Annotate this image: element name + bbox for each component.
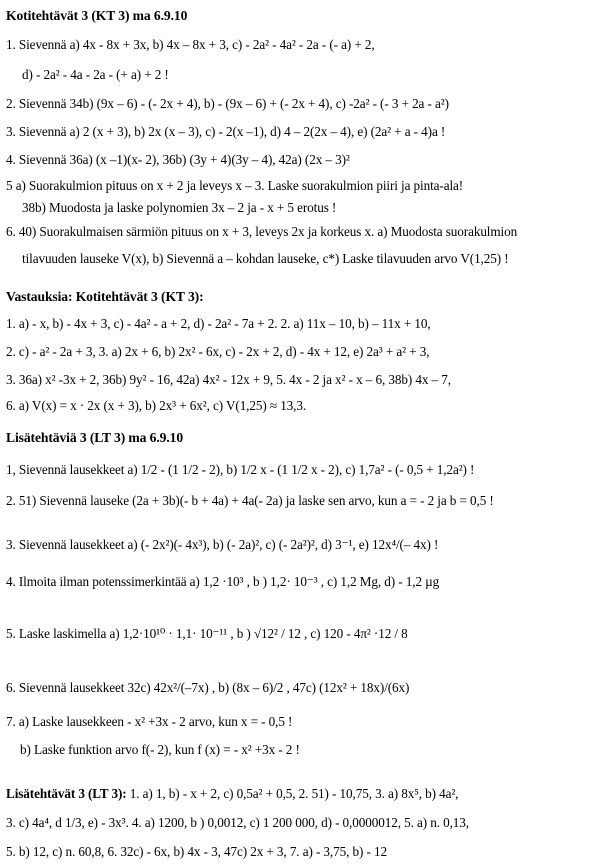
exercise-line: 3. Sievennä a) 2 (x + 3), b) 2x (x – 3), c) - 2(x –1), d) 4 – 2(2x – 4), e) (2a² + a - 4)a !	[6, 124, 446, 139]
exercise-line: 5. Laske laskimella a) 1,2·10¹⁰ · 1,1· 10⁻¹¹ , b ) √12² / 12 , c) 120 - 4π² ·12 / 8	[6, 626, 408, 641]
exercise-line: 7. a) Laske lausekkeen - x² +3x - 2 arvo, kun x = - 0,5 !	[6, 714, 293, 729]
exercise-line: 4. Ilmoita ilman potenssimerkintää a) 1,2 ·10³ , b ) 1,2· 10⁻³ , c) 1,2 Mg, d) - 1,2 µg	[6, 574, 440, 589]
exercise-line: 6. Sievennä lausekkeet 32c) 42x²/(–7x) , b) (8x – 6)/2 , 47c) (12x² + 18x)/(6x)	[6, 680, 410, 695]
answer-line: 2. c) - a² - 2a + 3, 3. a) 2x + 6, b) 2x² - 6x, c) - 2x + 2, d) - 4x + 12, e) 2a³ + a² + 3,	[6, 344, 430, 359]
exercise-line: 3. Sievennä lausekkeet a) (- 2x²)(- 4x³), b) (- 2a)², c) (- 2a²)², d) 3⁻¹, e) 12x⁴/(– 4x) !	[6, 537, 439, 552]
exercise-line: 4. Sievennä 36a) (x –1)(x- 2), 36b) (3y + 4)(3y – 4), 42a) (2x – 3)²	[6, 152, 350, 167]
section-title-vastauksia: Vastauksia: Kotitehtävät 3 (KT 3):	[6, 289, 204, 304]
exercise-line: 2. 51) Sievennä lauseke (2a + 3b)(- b + 4a) + 4a(- 2a) ja laske sen arvo, kun a = - 2 ja b = 0,5 !	[6, 493, 494, 508]
exercise-line: 1. Sievennä a) 4x - 8x + 3x, b) 4x – 8x + 3, c) - 2a² - 4a² - 2a - (- a) + 2,	[6, 37, 375, 52]
exercise-line: tilavuuden lauseke V(x), b) Sievennä a – kohdan lauseke, c*) Laske tilavuuden arvo V(1,25) !	[22, 251, 509, 266]
exercise-line: 6. 40) Suorakulmaisen särmiön pituus on x + 3, leveys 2x ja korkeus x. a) Muodosta suorakulmion	[6, 224, 518, 239]
section-title-kotitehtavat: Kotitehtävät 3 (KT 3) ma 6.9.10	[6, 8, 188, 23]
exercise-line: 2. Sievennä 34b) (9x – 6) - (- 2x + 4), b) - (9x – 6) + (- 2x + 4), c) -2a² - (- 3 + 2a - a²)	[6, 96, 449, 111]
answer-block-lisatehtavat	[6, 786, 612, 802]
exercise-line: d) - 2a² - 4a - 2a - (+ a) + 2 !	[22, 67, 169, 82]
answer-line: 5. b) 12, c) n. 60,8, 6. 32c) - 6x, b) 4x - 3, 47c) 2x + 3, 7. a) - 3,75, b) - 12	[6, 844, 387, 859]
section-title-lisatehtavat: Lisätehtävät 3 (LT 3):	[6, 786, 127, 801]
section-title-lisatehtavia: Lisätehtäviä 3 (LT 3) ma 6.9.10	[6, 430, 184, 445]
answer-line: 1. a) 1, b) - x + 2, c) 0,5a² + 0,5, 2. 51) - 10,75, 3. a) 8x⁵, b) 4a²,	[129, 786, 459, 801]
answer-line: 6. a) V(x) = x · 2x (x + 3), b) 2x³ + 6x², c) V(1,25) ≈ 13,3.	[6, 398, 307, 413]
exercise-line: 38b) Muodosta ja laske polynomien 3x – 2 ja - x + 5 erotus !	[22, 200, 337, 215]
exercise-line: 5 a) Suorakulmion pituus on x + 2 ja leveys x – 3. Laske suorakulmion piiri ja pinta-ala!	[6, 178, 464, 193]
answer-line: 1. a) - x, b) - 4x + 3, c) - 4a² - a + 2, d) - 2a² - 7a + 2. 2. a) 11x – 10, b) – 11x + 10,	[6, 316, 431, 331]
answer-line: 3. c) 4a⁴, d 1/3, e) - 3x³. 4. a) 1200, b ) 0,0012, c) 1 200 000, d) - 0,0000012, 5. a) n. 0,13,	[6, 815, 469, 830]
exercise-line: 1, Sievennä lausekkeet a) 1/2 - (1 1/2 - 2), b) 1/2 x - (1 1/2 x - 2), c) 1,7a² - (- 0,5 + 1,2a²) !	[6, 462, 475, 477]
answer-line: 3. 36a) x² -3x + 2, 36b) 9y² - 16, 42a) 4x² - 12x + 9, 5. 4x - 2 ja x² - x – 6, 38b) 4x – 7,	[6, 372, 451, 387]
exercise-line: b) Laske funktion arvo f(- 2), kun f (x) = - x² +3x - 2 !	[20, 742, 300, 757]
